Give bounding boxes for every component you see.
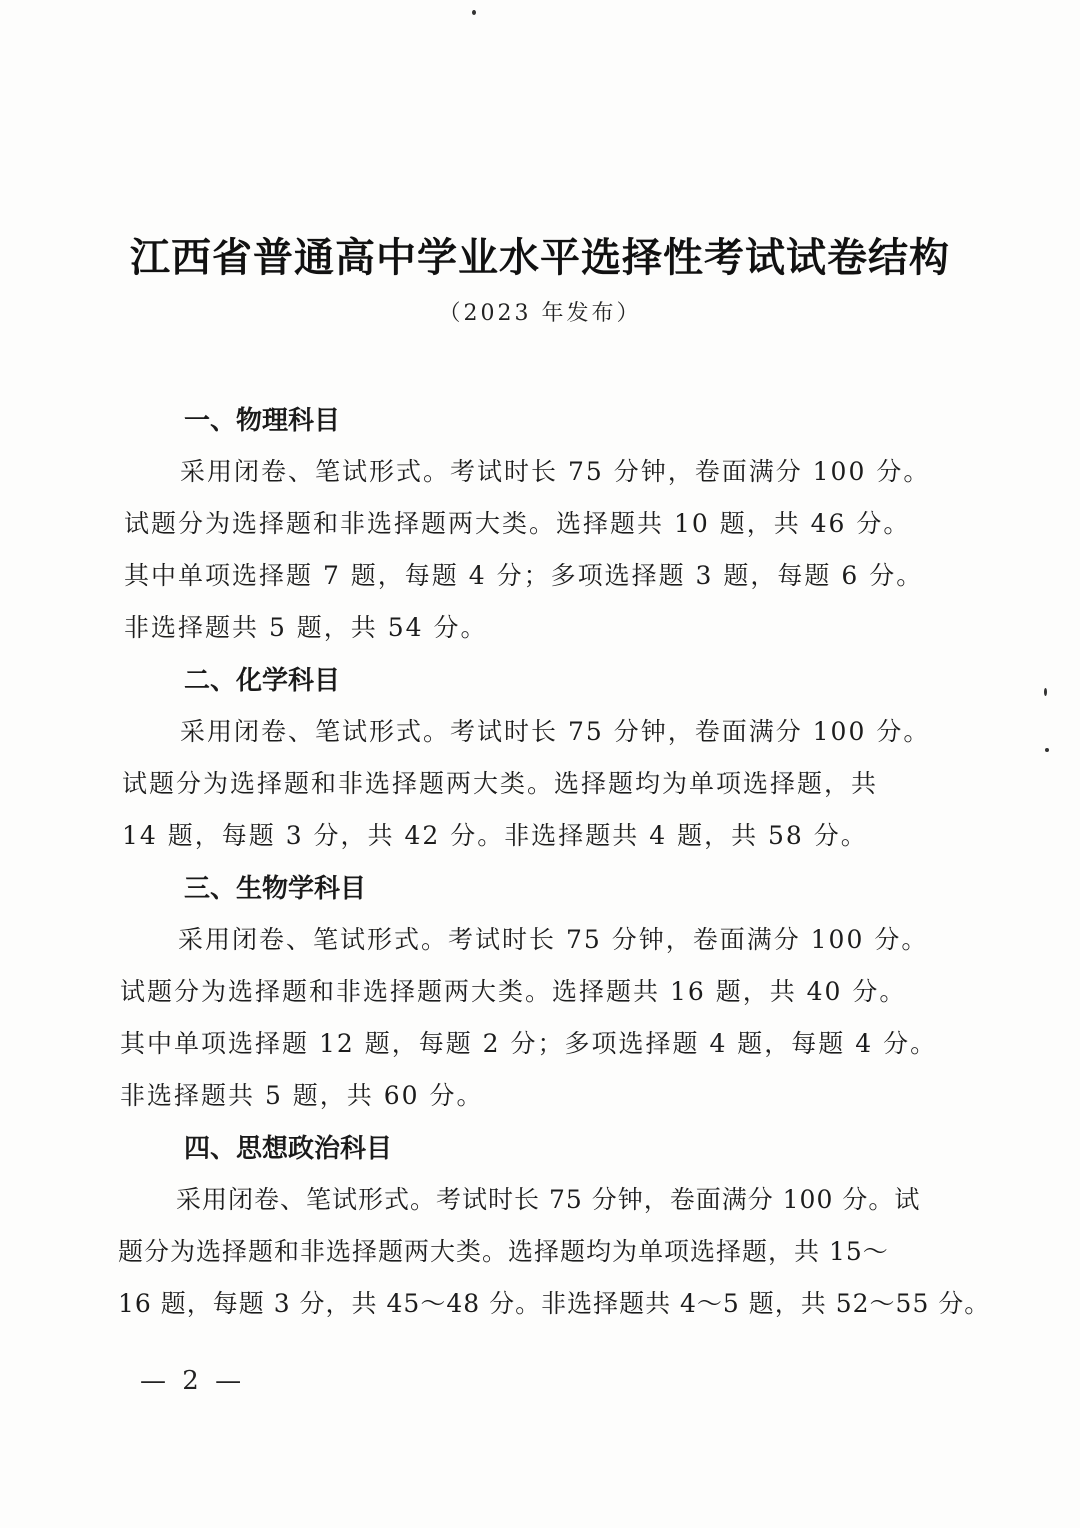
section-physics-line-4: 非选择题共 5 题，共 54 分。 [124, 613, 488, 642]
section-chemistry-line-3: 14 题，每题 3 分，共 42 分。非选择题共 4 题，共 58 分。 [122, 821, 868, 850]
scan-speck [1044, 688, 1047, 696]
section-politics-line-1: 采用闭卷、笔试形式。考试时长 75 分钟，卷面满分 100 分。试 [176, 1185, 921, 1214]
section-biology-line-2: 试题分为选择题和非选择题两大类。选择题共 16 题，共 40 分。 [120, 977, 907, 1006]
section-biology-line-3: 其中单项选择题 12 题，每题 2 分；多项选择题 4 题，每题 4 分。 [120, 1029, 938, 1058]
section-politics-line-3: 16 题，每题 3 分，共 45～48 分。非选择题共 4～5 题，共 52～55 分。 [118, 1289, 991, 1318]
section-heading-physics: 一、物理科目 [184, 406, 341, 436]
section-physics-line-3: 其中单项选择题 7 题，每题 4 分；多项选择题 3 题，每题 6 分。 [124, 561, 924, 590]
document-subtitle: （2023 年发布） [438, 301, 642, 326]
section-heading-biology: 三、生物学科目 [184, 874, 367, 904]
scan-speck [1045, 748, 1049, 752]
scan-speck [472, 10, 476, 15]
section-physics-line-1: 采用闭卷、笔试形式。考试时长 75 分钟，卷面满分 100 分。 [180, 457, 931, 486]
section-biology-line-1: 采用闭卷、笔试形式。考试时长 75 分钟，卷面满分 100 分。 [178, 925, 929, 954]
section-politics-line-2: 题分为选择题和非选择题两大类。选择题均为单项选择题，共 15～ [118, 1237, 889, 1266]
section-chemistry-line-2: 试题分为选择题和非选择题两大类。选择题均为单项选择题，共 [122, 769, 879, 798]
section-chemistry-line-1: 采用闭卷、笔试形式。考试时长 75 分钟，卷面满分 100 分。 [180, 717, 931, 746]
section-biology-line-4: 非选择题共 5 题，共 60 分。 [120, 1081, 484, 1110]
section-heading-chemistry: 二、化学科目 [184, 666, 341, 696]
page-number: — 2 — [140, 1366, 246, 1396]
section-heading-politics: 四、思想政治科目 [184, 1134, 393, 1164]
document-title: 江西省普通高中学业水平选择性考试试卷结构 [130, 235, 950, 281]
section-physics-line-2: 试题分为选择题和非选择题两大类。选择题共 10 题，共 46 分。 [124, 509, 911, 538]
